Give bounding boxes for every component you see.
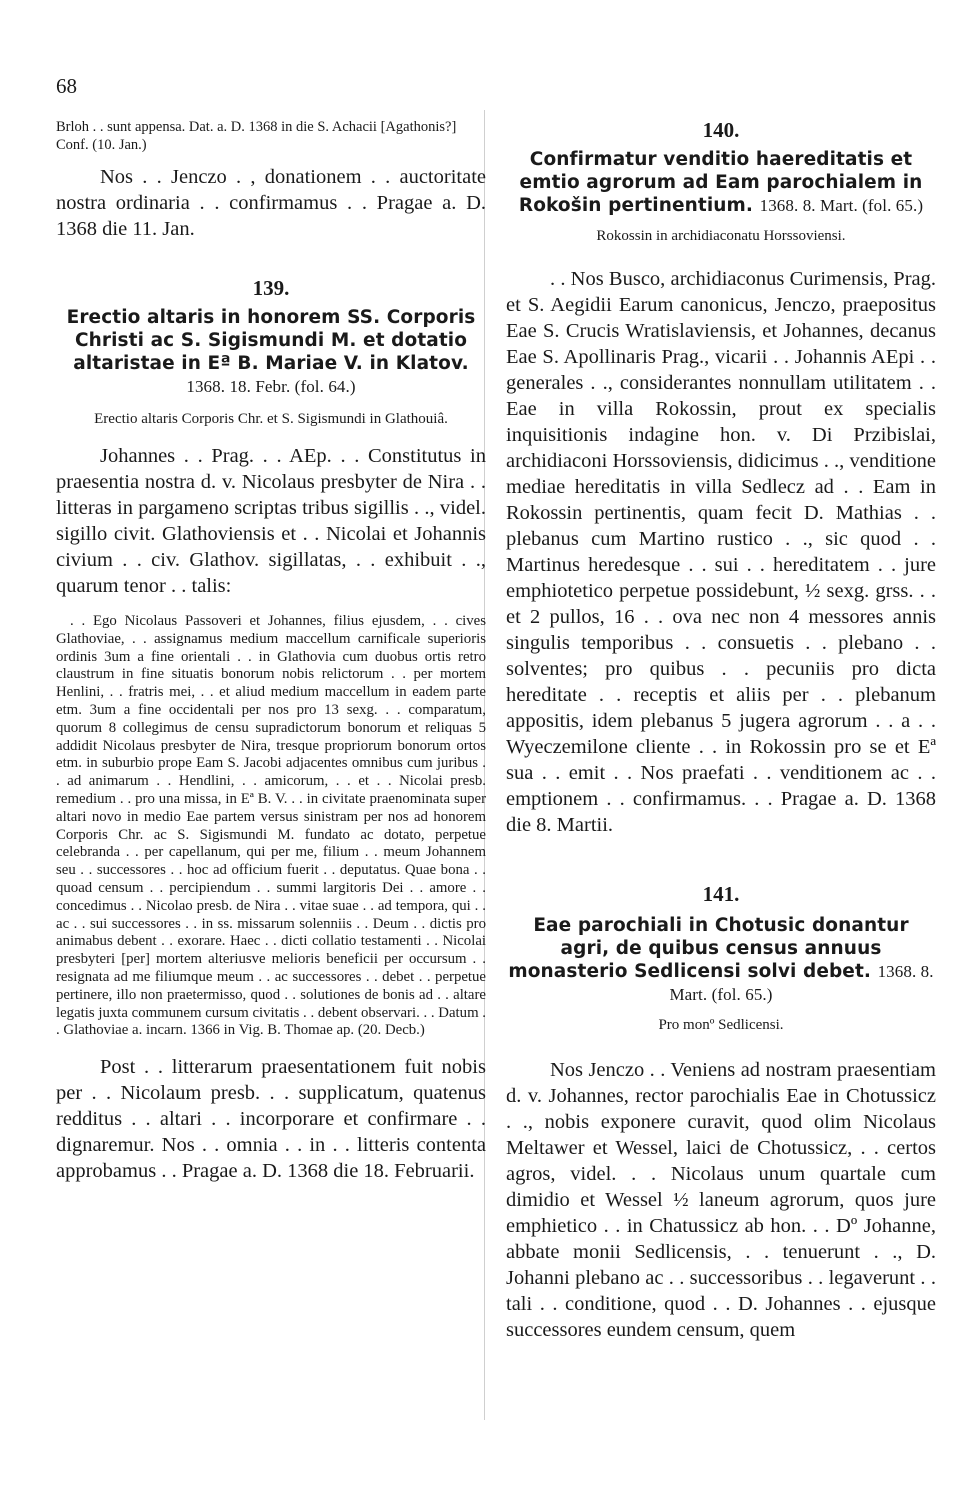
entry-title-date: 1368. 18. Febr. (fol. 64.) <box>186 377 356 396</box>
entry-title-date: 1368. 8. Mart. (fol. 65.) <box>759 196 924 215</box>
entry-subtitle: Erectio altaris Corporis Chr. et S. Sigismundi in Glathouiâ. <box>94 411 448 427</box>
entry-subtitle: Pro monº Sedlicensi. <box>658 1017 784 1033</box>
entry-title-text: Erectio altaris in honorem SS. Corporis Christi ac S. Sigismundi M. et dotatio altaristae in Eª B. Mariae V. in Klatov. <box>66 307 476 374</box>
left-column <box>56 118 486 1184</box>
entry-140 <box>506 118 936 838</box>
entry-subtitle: Rokossin in archidiaconatu Horssoviensi. <box>596 228 846 244</box>
preceding-text: Nos . . Jenczo . , donationem . . auctoritate nostra ordinaria . . confirmamus . . Pragae a. D. 1368 die 11. Jan. <box>56 166 486 240</box>
entry-title-text: Confirmatur venditio haereditatis et emtio agrorum ad Eam parochialem in Rokošin pertinentium. <box>518 149 923 216</box>
entry-title <box>506 914 936 1006</box>
right-column <box>506 118 936 1343</box>
entry-title-text: Eae parochiali in Chotusic donantur agri, de quibus census annuus monasterio Sedlicensi solvi debet. <box>508 915 909 982</box>
entry-title <box>506 148 936 217</box>
preceding-note: Brloh . . sunt appensa. Dat. a. D. 1368 in die S. Achacii [Agathonis?] Conf. (10. Jan.) <box>56 119 457 153</box>
entry-139 <box>56 276 486 1184</box>
charter-quote: . . Ego Nicolaus Passoveri et Johannes, filius ejusdem, . . cives Glathoviae, . . assignamus medium maccellum carnificale superioris ordinis 3um a fine orientali . . in Glathovia cum duobus ortis retro claustrum in fine situatis bonorum nobis relictorum . . per mortem Henlini, . . fratris mei, . . et aliud medium maccellum in eadem parte etm. 3um a fine occidentali per nos pro 13 sexg. . . comparatum, quorum 8 collegimus de censu supradictorum bonorum et reliquas 5 addidit Nicolaus presbyter de Nira, tresque propriorum bonorum ortos etm. in suburbio prope Eam S. Jacobi adjacentes omnibus cum juribus . . ad animarum . . Hendlini, . . amicorum, . . et . . Nicolai presb. remedium . . pro una missa, in Eª B. V. . . in civitate praenominata super altari novo in medio Eae partem versus sinistram per nos ad honorem Corporis Chr. ac S. Sigismundi M. fundato ac dotato, perpetue celebranda . . per capellanum, qui per me, filium . . meum Johannem seu . . successores . . hoc ad officium fuerit . . deputatus. Quae bona . . quoad censum . . percipiendum . . summi largitoris Dei . . amore . . concedimus . . Nicolao presb. de Nira . . vitae suae . . ad tempora, qui . . ac . . sui successores . . in ss. missarum solenniis . . Deum . . dictis pro animabus debent . . exorare. Haec . . dicti collatio testamenti . . Nicolai presbyteri [per] mortem alteriusve melioris beneficii per occursum . . resignata ad me filiumque meum . . ac successores . . debet . . perpetue pertinere, illo non praetermisso, quod . . solutiones de bonis ad . . altare legatis juxta communem cursum civitatis . . debent observari. . . Datum . . Glathoviae a. incarn. 1366 in Vig. B. Thomae ap. (20. Decb.) <box>56 613 486 1039</box>
entry-title-date: 1368. 8. Mart. (fol. 65.) <box>669 962 934 1004</box>
entry-paragraph: Nos Jenczo . . Veniens ad nostram praesentiam d. v. Johannes, rector parochialis Eae in Chotussicz . ., nobis exponere curavit, quod olim Nicolaus Meltawer et Wessel, laici de Chotussicz, . . certos agros, videl. . . Nicolaus unum quartale cum dimidio et Wessel ½ laneum agrorum, quos jure emphietico . . in Chatussicz ab hon. . . Dº Johanne, abbate monii Sedlicensis, . . tenuerunt . ., D. Johanni plebano ac . . successoribus . . legaverunt . . tali . . conditione, quod . . D. Johannes . . ejusque successores eundem censum, quem <box>506 1059 936 1341</box>
entry-number: 139. <box>252 276 290 300</box>
entry-title <box>56 306 486 398</box>
page-number: 68 <box>56 74 77 98</box>
entry-paragraph: . . Nos Busco, archidiaconus Curimensis, Prag. et S. Aegidii Earum canonicus, Jenczo, praepositus Eae S. Crucis Wratislaviensis, et Johannes, decanus Eae S. Apollinaris Prag., vicarii . . Johannis AEpi . . generales . ., considerantes nonnullam utilitatem . . Eae in villa Rokossin, prout ex specialis inquisitionis indagine hon. v. Di Przibislai, archidiaconi Horssoviensis, didicimus . ., venditione mediae hereditatis in villa Sedlecz ad . . Eam in Rokossin pertinentis, quam fecit D. Mathias . . plebanus cum Martino rustico . ., sic quod . . Martinus heredesque . . sui . . hereditatem . . jure emphiotetico perpetue possidebunt, ½ sexg. grss. . . et 2 pullos, 16 . . ova nec non 4 messores annis singulis temporibus . . consuetis . . plebano . . solventes; pro quibus . . pecuniis pro dicta hereditate . . receptis et aliis per . . plebanum appositis, idem plebanus 5 jugera agrorum . . a . . Wyeczemilone cliente . . in Rokossin pro se et Eª sua . . emit . . Nos praefati . . venditionem ac . . emptionem . . confirmamus. . . Pragae a. D. 1368 die 8. Martii. <box>506 268 936 836</box>
entry-paragraph-2: Post . . litterarum praesentationem fuit nobis per . . Nicolaum presb. . . supplicatum, quatenus redditus . . altari . . incorporare et confirmare . . dignaremur. Nos . . omnia . . in . . litteris contenta approbamus . . Pragae a. D. 1368 die 18. Februarii. <box>56 1056 486 1183</box>
entry-number: 141. <box>702 882 740 906</box>
entry-number: 140. <box>702 118 740 142</box>
entry-paragraph: Johannes . . Prag. . . AEp. . . Constitutus in praesentia nostra d. v. Nicolaus presbyter de Nira . . litteras in pargameno scriptas tribus sigillis . ., videl. sigillo civit. Glathoviensis et . . Nicolai et Johannis civium . . civ. Glathov. sigillatas, . . exhibuit . ., quarum tenor . . talis: <box>56 445 486 597</box>
entry-141 <box>506 882 936 1343</box>
